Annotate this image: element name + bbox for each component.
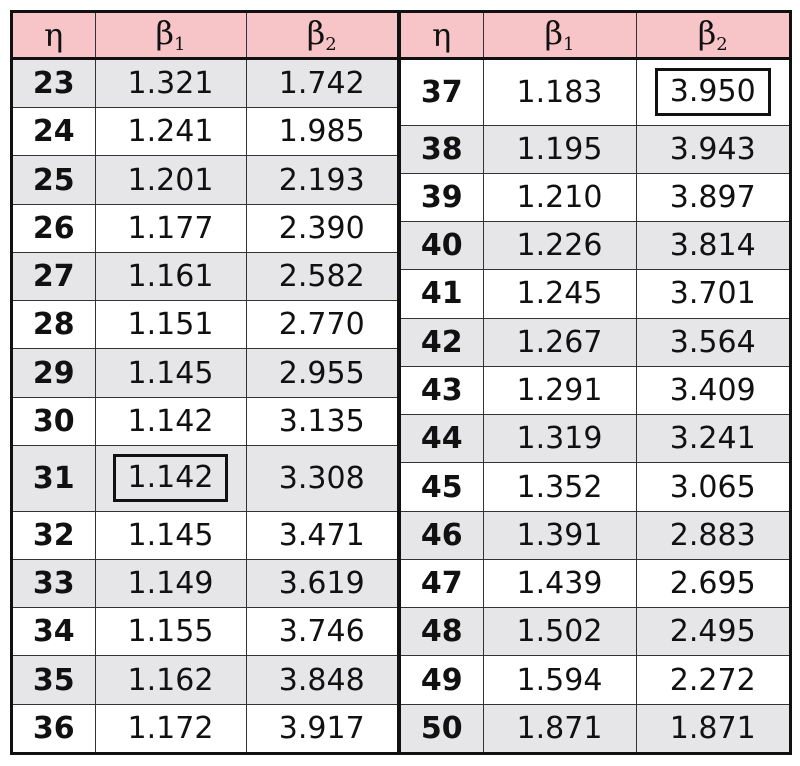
eta-cell: 42 [401,318,483,366]
beta2-cell: 3.746 [246,608,397,656]
beta1-cell: 1.210 [483,173,636,221]
table-row [401,270,789,318]
table-row [401,704,789,752]
beta1-cell: 1.142 [95,397,246,445]
eta-cell: 31 [13,445,95,511]
beta1-cell: 1.149 [95,559,246,607]
beta1-cell: 1.352 [483,463,636,511]
eta-cell: 46 [401,511,483,559]
eta-cell: 35 [13,656,95,704]
beta1-cell: 1.226 [483,222,636,270]
table-row [401,318,789,366]
header-row-right [401,13,789,58]
table-left-half [13,13,401,752]
table-row [401,559,789,607]
data-table-frame [10,10,792,755]
beta2-cell: 1.871 [636,704,789,752]
eta-cell: 27 [13,252,95,300]
beta1-cell: 1.439 [483,559,636,607]
eta-cell: 38 [401,125,483,173]
beta1-cell: 1.594 [483,656,636,704]
beta2-max-cell [636,58,789,125]
beta2-cell: 2.390 [246,204,397,252]
eta-cell: 47 [401,559,483,607]
eta-cell: 39 [401,173,483,221]
table-row [13,108,397,156]
beta1-cell: 1.321 [95,58,246,108]
eta-cell: 40 [401,222,483,270]
beta2-cell: 3.308 [246,445,397,511]
eta-cell: 25 [13,156,95,204]
eta-cell: 24 [13,108,95,156]
beta1-cell: 1.177 [95,204,246,252]
table-row [13,704,397,752]
eta-cell: 45 [401,463,483,511]
beta2-cell: 3.241 [636,415,789,463]
table-row [401,58,789,125]
eta-cell: 33 [13,559,95,607]
table-row [13,349,397,397]
table-row [401,656,789,704]
eta-cell: 30 [13,397,95,445]
beta1-cell: 1.502 [483,608,636,656]
beta2-cell: 2.582 [246,252,397,300]
beta1-cell: 1.172 [95,704,246,752]
eta-cell: 49 [401,656,483,704]
header-beta1-right: $\beta_1$ [483,13,636,58]
table-row [13,608,397,656]
beta2-cell: 2.695 [636,559,789,607]
beta1-cell: 1.871 [483,704,636,752]
table-row [13,156,397,204]
beta2-cell: 3.701 [636,270,789,318]
eta-cell: 28 [13,301,95,349]
beta1-cell: 1.241 [95,108,246,156]
beta1-cell: 1.155 [95,608,246,656]
table-row [13,252,397,300]
beta2-cell: 3.897 [636,173,789,221]
beta2-cell: 3.814 [636,222,789,270]
beta2-cell: 3.917 [246,704,397,752]
table-row [13,559,397,607]
table-right-half [401,13,789,752]
eta-cell: 43 [401,366,483,414]
eta-cell: 23 [13,58,95,108]
table-row [401,222,789,270]
beta2-cell: 2.193 [246,156,397,204]
beta2-cell: 3.409 [636,366,789,414]
beta1-cell: 1.161 [95,252,246,300]
table-row [401,173,789,221]
beta2-cell: 2.770 [246,301,397,349]
table-row [401,463,789,511]
eta-cell: 50 [401,704,483,752]
table-left [13,13,397,752]
table-row [401,608,789,656]
beta2-cell: 2.883 [636,511,789,559]
beta1-cell: 1.245 [483,270,636,318]
beta2-cell: 2.272 [636,656,789,704]
highlight-box: 1.142 [113,454,229,502]
eta-cell: 32 [13,511,95,559]
beta2-cell: 2.495 [636,608,789,656]
header-eta-left: η [13,13,95,58]
beta1-cell: 1.291 [483,366,636,414]
beta2-cell: 3.065 [636,463,789,511]
beta1-cell: 1.201 [95,156,246,204]
eta-cell: 48 [401,608,483,656]
beta2-cell: 3.943 [636,125,789,173]
table-row [401,125,789,173]
header-eta-right: η [401,13,483,58]
beta1-cell: 1.195 [483,125,636,173]
beta2-cell: 3.619 [246,559,397,607]
header-beta2-right: $\beta_2$ [636,13,789,58]
beta1-cell: 1.319 [483,415,636,463]
beta2-cell: 1.985 [246,108,397,156]
beta1-cell: 1.162 [95,656,246,704]
eta-cell: 34 [13,608,95,656]
beta2-cell: 1.742 [246,58,397,108]
table-row [13,301,397,349]
table-row [13,511,397,559]
header-beta2-left: $\beta_2$ [246,13,397,58]
table-row [13,445,397,511]
table-row [401,511,789,559]
beta2-cell: 3.848 [246,656,397,704]
eta-cell: 36 [13,704,95,752]
beta2-cell: 3.564 [636,318,789,366]
eta-cell: 41 [401,270,483,318]
table-row [13,656,397,704]
eta-cell: 37 [401,58,483,125]
beta1-cell: 1.151 [95,301,246,349]
beta1-cell: 1.183 [483,58,636,125]
highlight-box: 3.950 [655,68,771,116]
beta1-cell: 1.391 [483,511,636,559]
beta2-cell: 3.471 [246,511,397,559]
eta-cell: 44 [401,415,483,463]
beta1-min-cell [95,445,246,511]
table-row [13,204,397,252]
header-row-left [13,13,397,58]
table-row [13,397,397,445]
beta1-cell: 1.267 [483,318,636,366]
beta1-cell: 1.145 [95,349,246,397]
table-right [401,13,789,752]
header-beta1-left: $\beta_1$ [95,13,246,58]
beta2-cell: 2.955 [246,349,397,397]
table-row [401,415,789,463]
beta1-cell: 1.145 [95,511,246,559]
beta2-cell: 3.135 [246,397,397,445]
table-row [401,366,789,414]
eta-cell: 29 [13,349,95,397]
eta-cell: 26 [13,204,95,252]
table-row [13,58,397,108]
